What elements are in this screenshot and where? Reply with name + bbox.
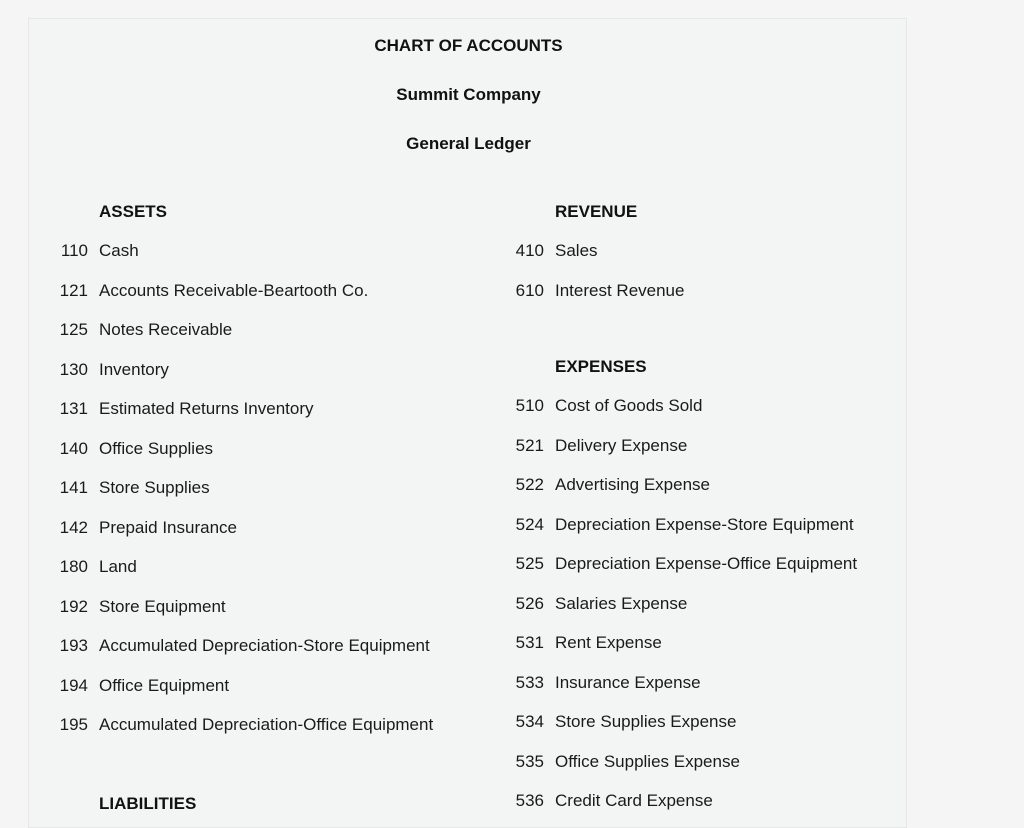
account-name: Sales [555, 241, 598, 260]
account-number: 410 [515, 241, 544, 260]
account-name: Advertising Expense [555, 475, 710, 494]
account-number: 521 [515, 436, 544, 455]
chart-of-accounts-panel [28, 18, 907, 828]
document-title: CHART OF ACCOUNTS [374, 36, 563, 55]
account-number: 534 [515, 712, 544, 731]
account-row [55, 241, 139, 263]
ledger-name: General Ledger [406, 134, 531, 153]
account-row [511, 241, 598, 263]
account-number: 610 [515, 281, 544, 300]
account-row [511, 475, 710, 497]
account-name: Store Supplies Expense [555, 712, 737, 731]
account-row [511, 396, 702, 418]
account-row [55, 557, 137, 579]
account-name: Accounts Receivable-Beartooth Co. [99, 281, 369, 300]
account-number: 525 [515, 554, 544, 573]
account-name: Insurance Expense [555, 673, 701, 692]
account-row [55, 715, 433, 737]
account-number: 194 [59, 676, 88, 695]
revenue-heading: REVENUE [555, 202, 638, 221]
assets-heading: ASSETS [99, 202, 168, 221]
account-row [511, 712, 736, 734]
account-number: 531 [515, 633, 544, 652]
account-name: Office Equipment [99, 676, 230, 695]
account-number: 110 [60, 241, 88, 260]
account-number: 526 [515, 594, 544, 613]
account-row [55, 676, 229, 698]
account-row [511, 515, 854, 537]
account-name: Cash [99, 241, 139, 260]
account-name: Delivery Expense [555, 436, 688, 455]
account-name: Office Supplies [99, 439, 214, 458]
account-name: Accumulated Depreciation-Store Equipment [99, 636, 430, 655]
account-number: 536 [515, 791, 544, 810]
account-row [511, 791, 713, 813]
account-row [55, 636, 430, 658]
account-name: Prepaid Insurance [99, 518, 237, 537]
account-name: Credit Card Expense [555, 791, 713, 810]
account-number: 533 [515, 673, 544, 692]
account-row [511, 673, 701, 695]
account-row [55, 518, 237, 540]
account-row [511, 281, 684, 303]
account-name: Salaries Expense [555, 594, 688, 613]
account-row [55, 439, 213, 461]
account-number: 130 [59, 360, 88, 379]
account-name: Store Equipment [99, 597, 226, 616]
account-name: Accumulated Depreciation-Office Equipment [99, 715, 434, 734]
account-name: Rent Expense [555, 633, 662, 652]
company-name: Summit Company [396, 85, 541, 104]
account-number: 535 [515, 752, 544, 771]
account-row [511, 554, 857, 576]
account-row [55, 281, 368, 303]
account-row [511, 594, 687, 616]
account-name: Cost of Goods Sold [555, 396, 703, 415]
account-name: Office Supplies Expense [555, 752, 740, 771]
expenses-heading: EXPENSES [555, 357, 647, 376]
account-row [55, 399, 313, 421]
account-number: 195 [59, 715, 88, 734]
account-number: 121 [59, 281, 88, 300]
account-row [55, 360, 169, 382]
account-number: 510 [515, 396, 544, 415]
account-name: Interest Revenue [555, 281, 685, 300]
account-row [55, 320, 232, 342]
account-row [511, 752, 740, 774]
account-row [511, 633, 662, 655]
account-number: 524 [515, 515, 544, 534]
account-number: 180 [59, 557, 88, 576]
account-number: 140 [59, 439, 88, 458]
account-number: 142 [59, 518, 88, 537]
account-number: 192 [59, 597, 88, 616]
account-name: Estimated Returns Inventory [99, 399, 314, 418]
account-name: Notes Receivable [99, 320, 233, 339]
account-name: Depreciation Expense-Store Equipment [555, 515, 854, 534]
account-number: 131 [59, 399, 88, 418]
liabilities-heading: LIABILITIES [99, 794, 197, 813]
account-name: Land [99, 557, 137, 576]
account-number: 125 [59, 320, 88, 339]
account-name: Store Supplies [99, 478, 210, 497]
account-number: 193 [59, 636, 88, 655]
account-row [55, 597, 226, 619]
account-number: 522 [515, 475, 544, 494]
account-row [511, 436, 687, 458]
account-name: Depreciation Expense-Office Equipment [555, 554, 858, 573]
account-number: 141 [59, 478, 88, 497]
account-name: Inventory [99, 360, 169, 379]
account-row [55, 478, 210, 500]
